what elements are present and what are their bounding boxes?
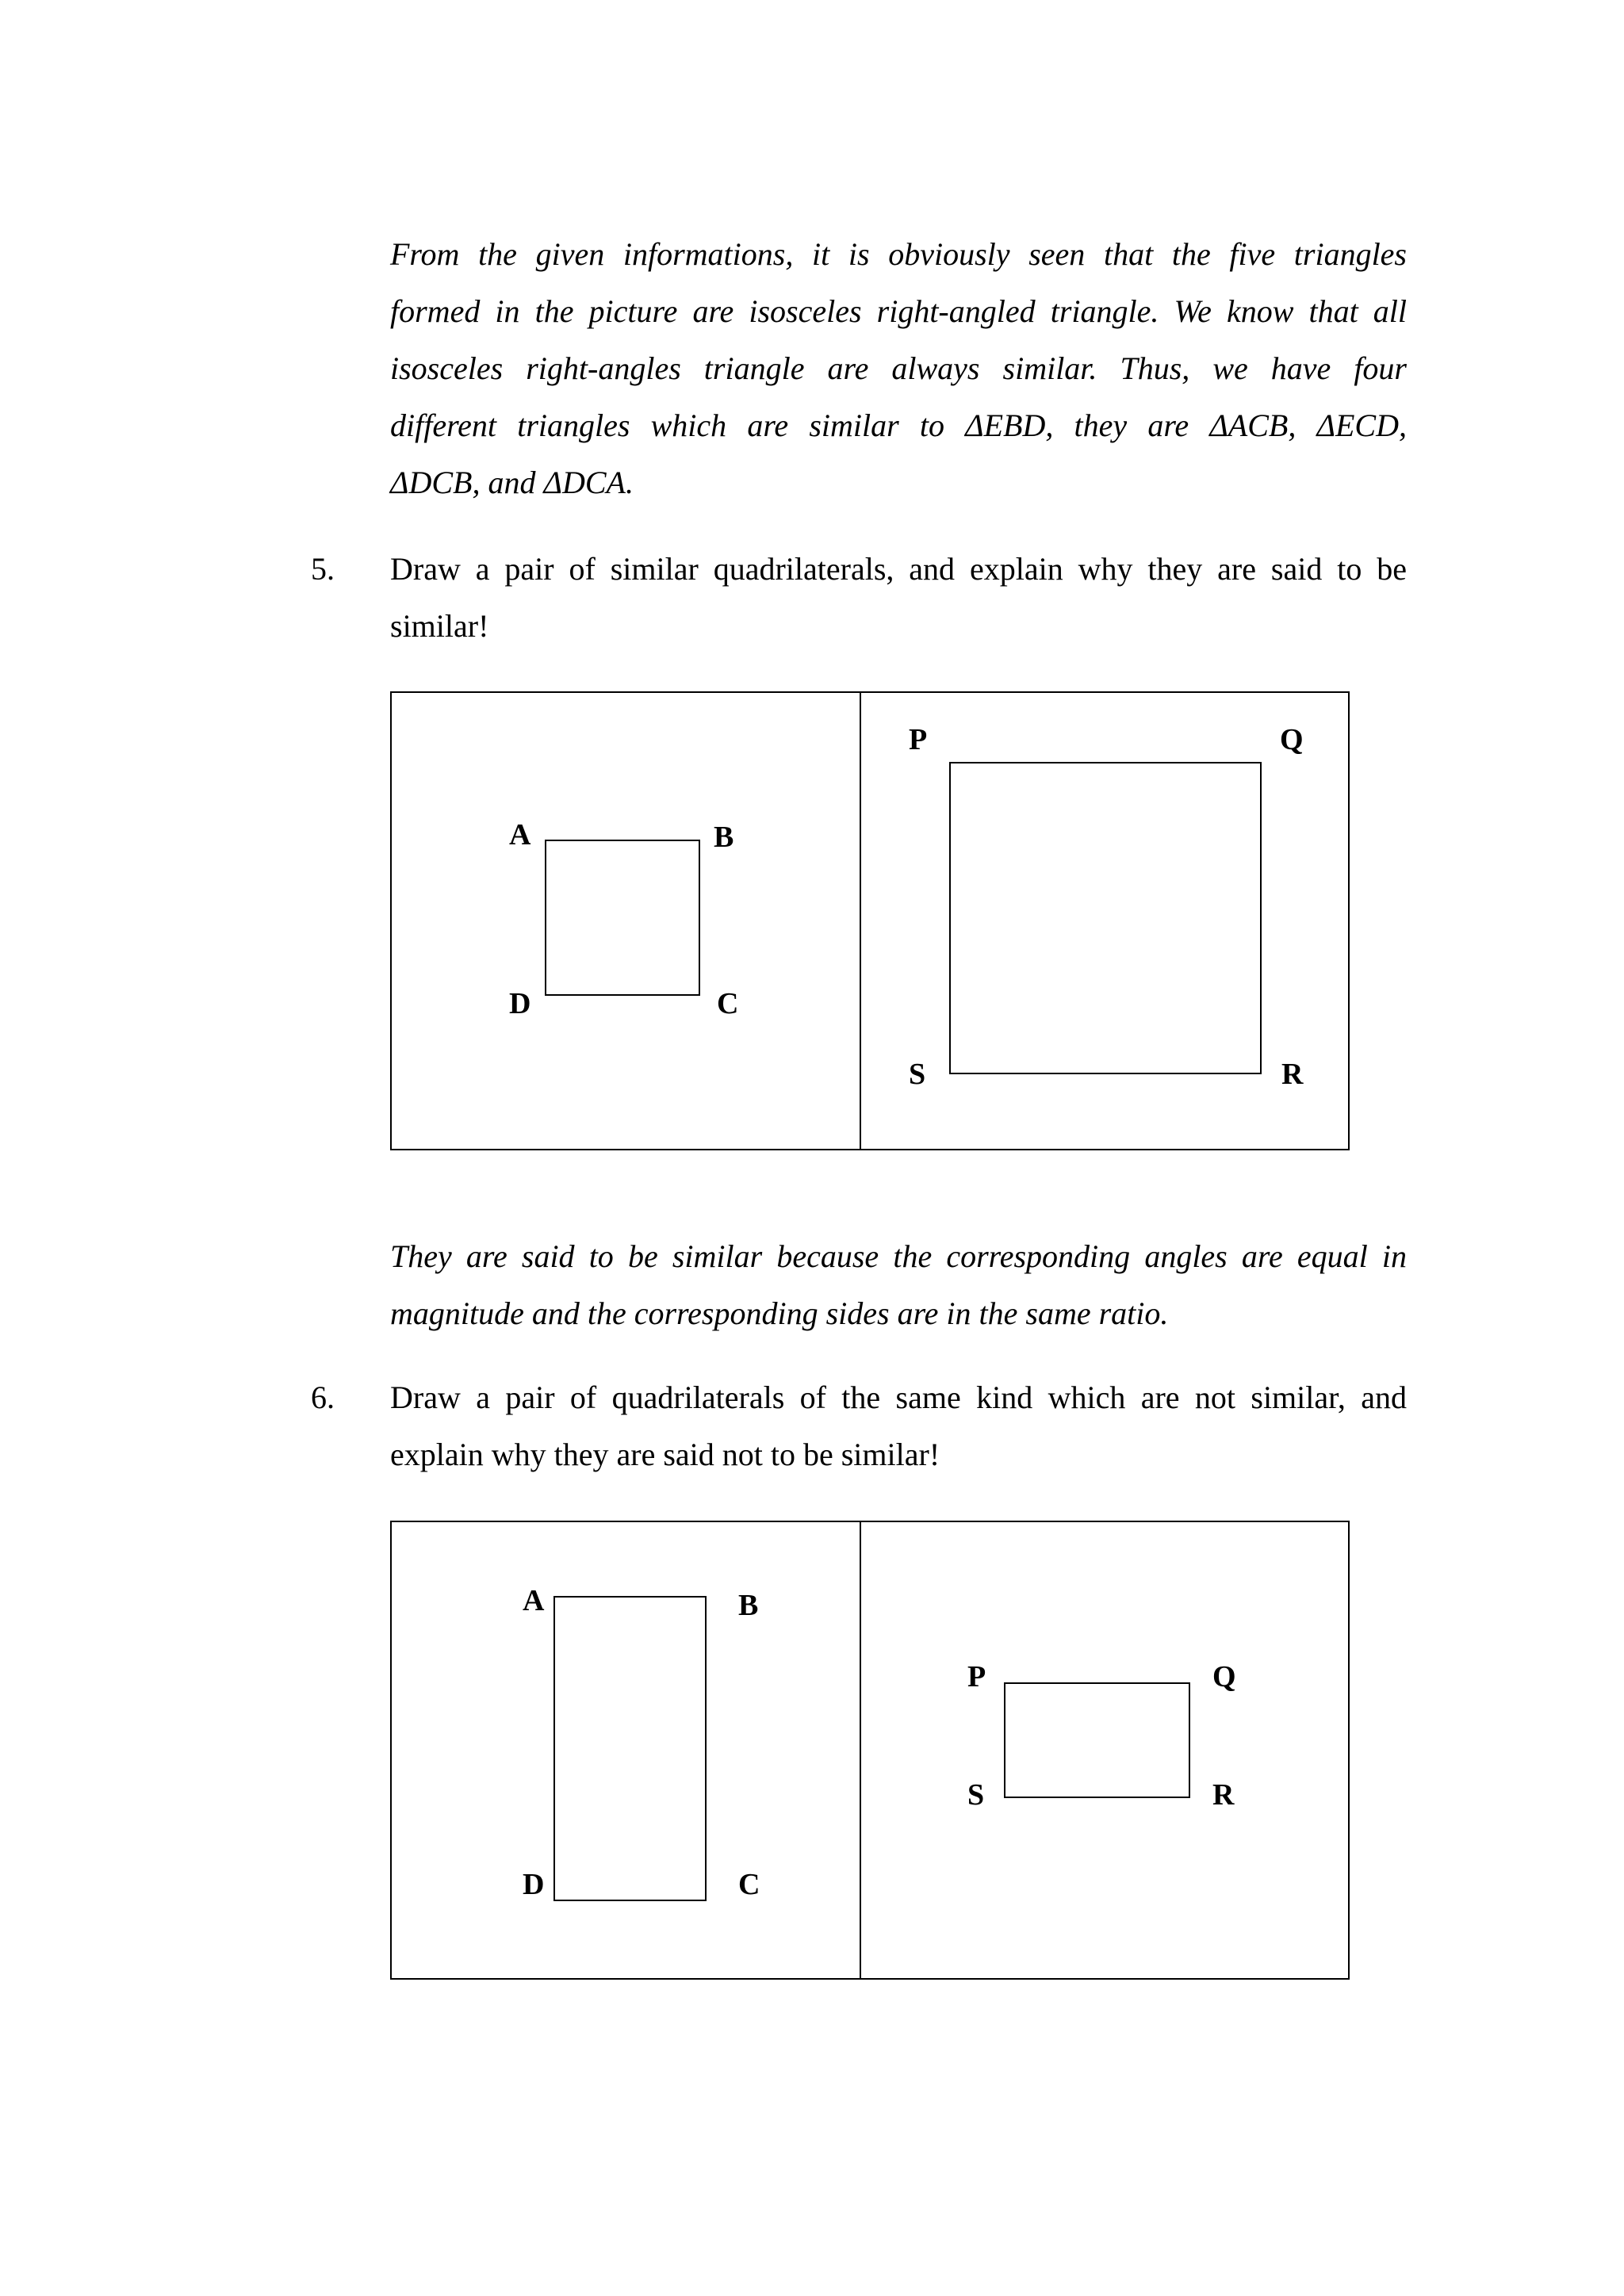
vertex-label-a: A: [523, 1584, 545, 1617]
question-5-text: [390, 541, 1407, 655]
vertex-label-p: P: [967, 1660, 986, 1693]
question-5-number: 5.: [311, 551, 335, 587]
vertex-label-d: D: [523, 1868, 545, 1901]
answer-line: They are said to be similar because the corresponding angles are equal in: [390, 1238, 1407, 1274]
vertex-label-q: Q: [1280, 723, 1304, 756]
question-5-line: Draw a pair of similar quadrilaterals, and explain why they are said to be: [390, 551, 1407, 587]
question-5-answer: [390, 1228, 1407, 1342]
question-6-line: Draw a pair of quadrilaterals of the same kind which are not similar, and: [390, 1380, 1407, 1415]
figure-non-similar-quadrilaterals: [390, 1521, 1350, 1980]
question-6-text: [390, 1369, 1407, 1483]
intro-line: isosceles right-angles triangle are always similar. Thus, we have four: [390, 350, 1407, 386]
vertex-label-p: P: [909, 723, 928, 756]
intro-line: From the given informations, it is obviously seen that the five triangles: [390, 236, 1407, 272]
vertex-label-b: B: [714, 821, 734, 854]
vertex-label-s: S: [967, 1778, 985, 1812]
vertex-label-q: Q: [1212, 1660, 1236, 1693]
vertex-label-r: R: [1281, 1058, 1304, 1091]
figure-divider: [860, 693, 861, 1149]
vertex-label-b: B: [738, 1589, 759, 1622]
vertex-label-c: C: [717, 987, 739, 1020]
vertex-label-d: D: [509, 987, 531, 1020]
square-pqrs: [949, 762, 1262, 1074]
rectangle-pqrs: [1004, 1682, 1190, 1798]
figure-divider: [860, 1522, 861, 1978]
answer-line: magnitude and the corresponding sides are in the same ratio.: [390, 1295, 1169, 1331]
vertex-label-a: A: [509, 818, 531, 851]
vertex-label-c: C: [738, 1868, 760, 1901]
vertex-label-s: S: [909, 1058, 926, 1091]
intro-paragraph: [390, 226, 1407, 511]
rectangle-abcd: [553, 1596, 707, 1901]
intro-line: formed in the picture are isosceles right-angled triangle. We know that all: [390, 293, 1407, 329]
square-abcd: [545, 840, 700, 996]
question-6-line: explain why they are said not to be similar!: [390, 1437, 940, 1472]
question-6-number: 6.: [311, 1380, 335, 1415]
question-5-line: similar!: [390, 608, 489, 644]
vertex-label-r: R: [1212, 1778, 1235, 1812]
intro-line: ΔDCB, and ΔDCA.: [390, 465, 634, 500]
figure-similar-quadrilaterals: [390, 691, 1350, 1150]
intro-line: different triangles which are similar to ΔEBD, they are ΔACB, ΔECD,: [390, 408, 1407, 443]
